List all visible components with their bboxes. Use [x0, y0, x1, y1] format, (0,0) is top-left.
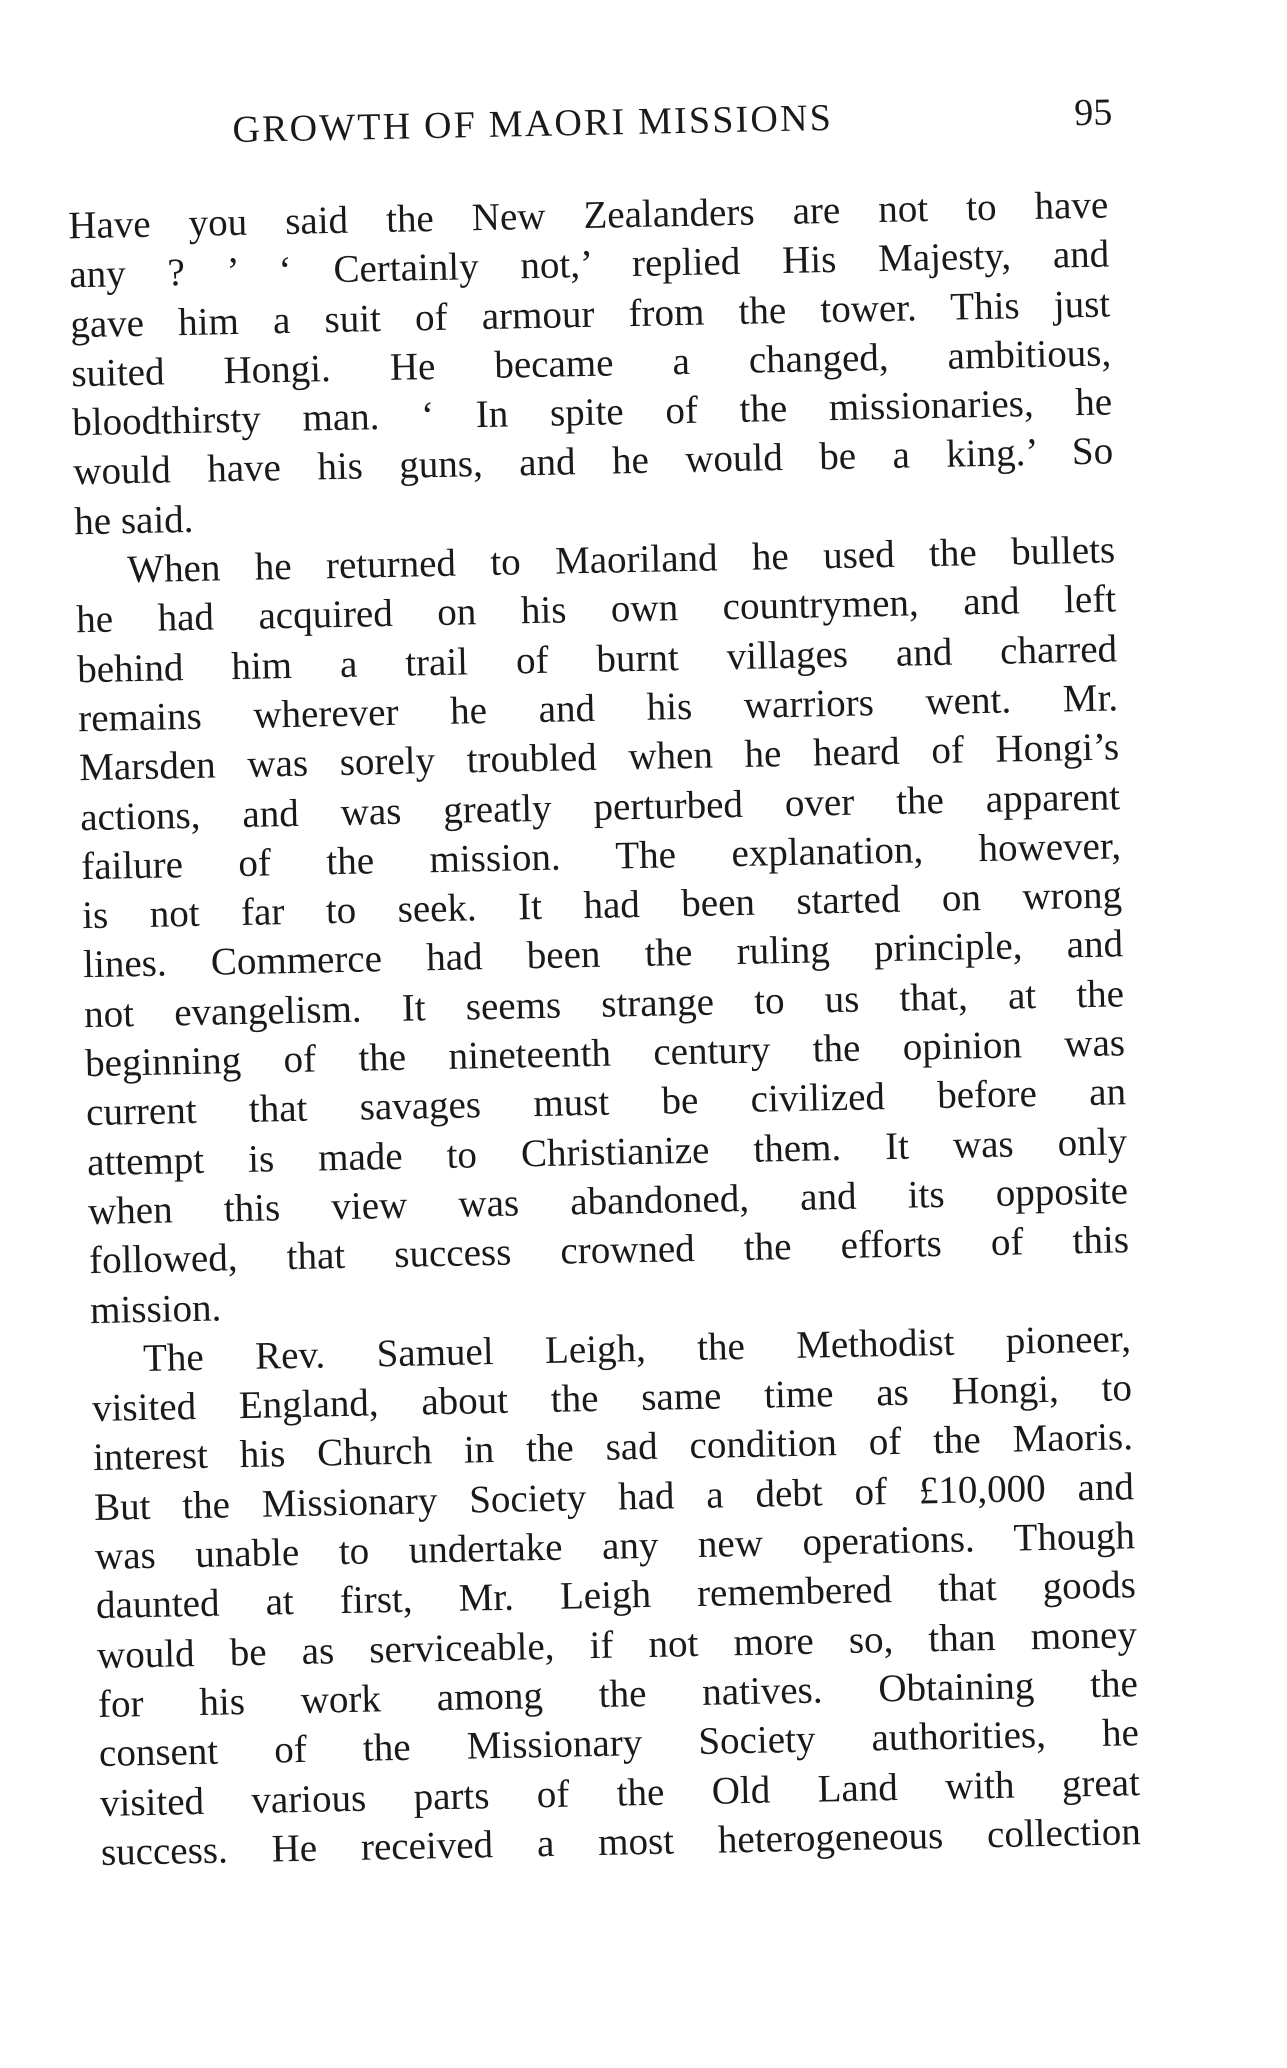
- text-line: success. He received a most heterogeneous collection: [100, 1809, 1142, 1874]
- running-head: [232, 90, 1113, 158]
- text-line: would have his guns, and he would be a king.’ So: [72, 429, 1114, 494]
- text-line: daunted at first, Mr. Leigh remembered that goods: [95, 1563, 1137, 1628]
- text-line: lines. Commerce had been the ruling principle, and: [82, 922, 1124, 987]
- text-line: is not far to seek. It had been started on wrong: [81, 873, 1123, 938]
- text-line: When he returned to Maoriland he used the bullets: [126, 528, 1116, 592]
- text-line: was unable to undertake any new operations. Though: [94, 1514, 1136, 1579]
- text-line: for his work among the natives. Obtaining the: [97, 1662, 1139, 1726]
- text-line: The Rev. Samuel Leigh, the Methodist pioneer,: [142, 1317, 1132, 1380]
- text-line: not evangelism. It seems strange to us that, at the: [83, 972, 1125, 1036]
- text-line: he said.: [73, 497, 194, 544]
- text-line: Have you said the New Zealanders are not to have: [67, 183, 1109, 248]
- text-line: behind him a trail of burnt villages and charred: [76, 627, 1118, 691]
- text-line: when this view was abandoned, and its opposite: [87, 1169, 1129, 1234]
- text-line: visited England, about the same time as Hongi, to: [91, 1366, 1133, 1431]
- text-line: actions, and was greatly perturbed over the apparent: [79, 774, 1121, 839]
- text-line: But the Missionary Society had a debt of £10,000 and: [93, 1464, 1135, 1529]
- text-line: followed, that success crowned the efforts of this: [88, 1218, 1130, 1283]
- page-number: 95: [1073, 91, 1113, 135]
- text-line: attempt is made to Christianize them. It was only: [86, 1119, 1128, 1184]
- text-line: any ? ’ ‘ Certainly not,’ replied His Majesty, and: [68, 232, 1110, 297]
- body-text: [68, 180, 1141, 1877]
- text-line: bloodthirsty man. ‘ In spite of the missionaries, he: [71, 380, 1113, 445]
- text-line: he had acquired on his own countrymen, and left: [75, 577, 1117, 642]
- text-line: failure of the mission. The explanation, however,: [80, 824, 1122, 889]
- text-line: gave him a suit of armour from the tower. This just: [69, 282, 1111, 346]
- running-title: GROWTH OF MAORI MISSIONS: [232, 96, 834, 151]
- text-line: current that savages must be civilized before an: [85, 1070, 1127, 1135]
- text-line: mission.: [89, 1286, 222, 1332]
- text-line: suited Hongi. He became a changed, ambitious,: [70, 331, 1112, 396]
- text-line: visited various parts of the Old Land with great: [99, 1760, 1141, 1825]
- text-line: remains wherever he and his warriors went. Mr.: [77, 676, 1119, 741]
- text-line: beginning of the nineteenth century the opinion was: [84, 1021, 1126, 1086]
- text-line: Marsden was sorely troubled when he heard of Hongi’s: [78, 725, 1120, 790]
- text-line: would be as serviceable, if not more so, than money: [96, 1612, 1138, 1677]
- text-line: interest his Church in the sad condition of the Maoris.: [92, 1415, 1134, 1480]
- text-line: consent of the Missionary Society authorities, he: [98, 1711, 1140, 1776]
